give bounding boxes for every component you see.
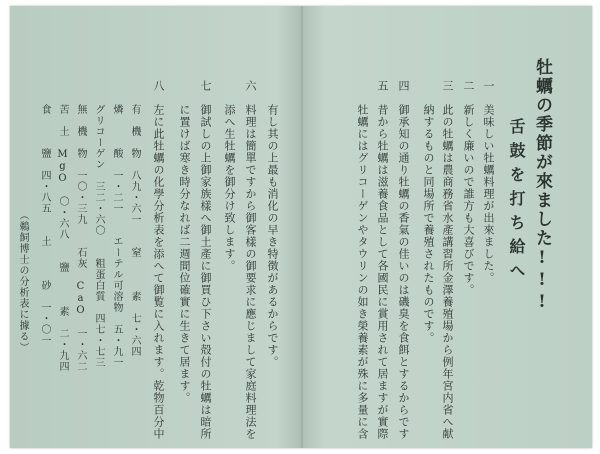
item-5-cont2: 有し其の上最も消化の早き特徴があるからです。: [266, 104, 279, 368]
item-5: 五 昔から牡蠣は滋養食品として各國民に賞用されて居ますが實際: [376, 80, 389, 440]
center-fold: [301, 6, 303, 448]
item-3-cont: 納するものと同場所で養殖されたものです。: [422, 104, 435, 344]
item-2: 二 新しく廉いので誰方も大喜びです。: [462, 80, 475, 296]
analysis-row: 燐 酸 一・二一 エーテル可溶物 五・九一: [111, 104, 122, 368]
analysis-row: 無 機 物 一〇・三九 石灰 CaO 一・六二: [75, 104, 86, 372]
item-7: 七 御試しの上御家族樣へ御土產に御買ひ下さい殻付の牡蠣は暗所: [199, 80, 212, 440]
analysis-row: 有 機 物 八九・六一 窒 素 七・六四: [129, 104, 140, 357]
analysis-row: グリコーゲン 三二・六〇 粗蛋白質 四七・七三: [93, 104, 104, 368]
analysis-row: 苦 土 MgO 〇・六八 鹽 素 二・九四: [57, 104, 68, 372]
source-note: （鵜飼博士の分析表に據る）: [17, 210, 28, 353]
item-6-cont: 添へ生牡蠣を御分け致します。: [223, 104, 236, 272]
analysis-row: 食 鹽 四・八五 土 砂 一・〇一: [39, 104, 50, 346]
item-3: 三 此の牡蠣は農商務省水產講習所金澤養殖場から例年宮内省へ献: [441, 80, 454, 440]
item-1: 一 美味しい牡蠣料理が出來ました。: [482, 80, 495, 284]
item-6: 六 料理は簡單ですから御客樣の御要求に應じまして家庭料理法を: [244, 80, 257, 440]
item-4: 四 御承知の通り牡蠣の香氣の佳いのは磯臭を食餌とするからです: [397, 80, 410, 440]
leaflet-subtitle: 舌鼓を打ち給へ: [507, 118, 526, 286]
item-5-cont: 牡蠣にはグリコーゲンやタウリンの如き榮養素が殊に多量に含: [356, 104, 369, 440]
item-7-cont: に置けば寒き時分なれば二週間位確實に生きて居ます。: [178, 104, 191, 404]
item-8: 八 左に此牡蠣の化學分析表を添へて御覧に入れます。乾物百分中: [152, 80, 165, 440]
leaflet-title: 牡蠣の季節が來ました!!!: [532, 58, 552, 314]
